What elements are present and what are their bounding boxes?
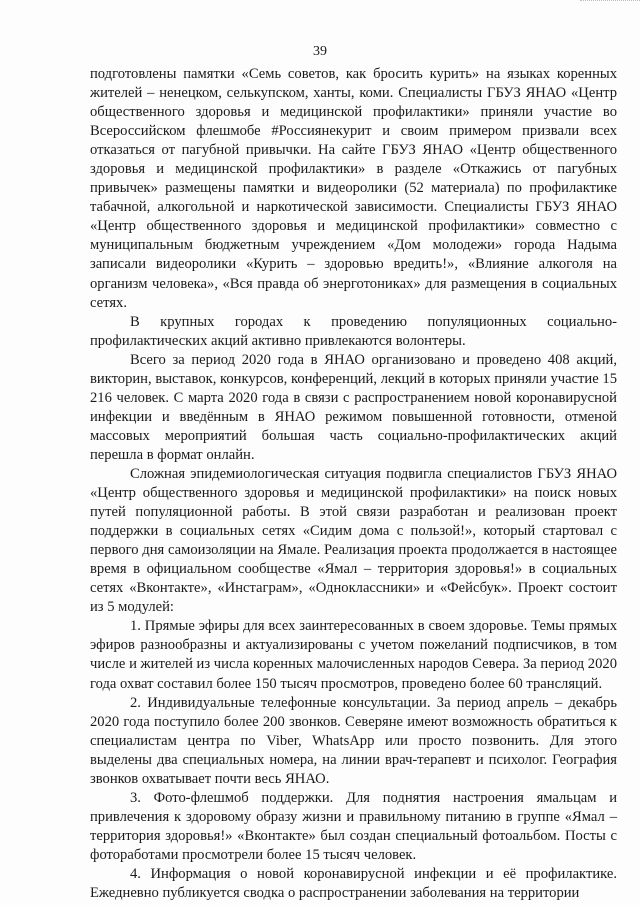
list-item-paragraph: 4. Информация о новой коронавирусной инфекции и её профилактике. Ежедневно публикуется сводка о распространении заболевания на территории: [90, 865, 617, 902]
list-item-paragraph: 1. Прямые эфиры для всех заинтересованных в своем здоровье. Темы прямых эфиров разнообразны и актуализированы с учетом пожеланий подписчиков, в том числе и жителей из числа коренных малочисленных народов Севера. За период 2020 года охват составил более 150 тысяч просмотров, проведено более 60 трансляций.: [90, 618, 617, 692]
list-item-paragraph: 3. Фото-флешмоб поддержки. Для поднятия настроения ямальцам и привлечения к здоровому образу жизни и правильному питанию в группе «Ямал – территория здоровья!» «Вконтакте» был создан специальный фотоальбом. Посты с фотоработами просмотрели более 15 тысяч человек.: [90, 789, 617, 863]
paragraph: подготовлены памятки «Семь советов, как бросить курить» на языках коренных жителей – ненецком, селькупском, ханты, коми. Специалисты ГБУЗ ЯНАО «Центр общественного здоровья и медицинской профилактики» приняли участие во Всероссийском флешмобе #Россиянекурит и своим примером призвали всех отказаться от пагубной привычки. На сайте ГБУЗ ЯНАО «Центр общественного здоровья и медицинской профилактики» в разделе «Откажись от пагубных привычек» размещены памятки и видеоролики (52 материала) по профилактике табачной, алкогольной и наркотической зависимости. Специалисты ГБУЗ ЯНАО «Центр общественного здоровья и медицинской профилактики» совместно с муниципальным бюджетным учреждением «Дом молодежи» города Надыма записали видеоролики «Курить – здоровью вредить!», «Влияние алкоголя на организм человека», «Вся правда об энерготониках» для размещения в социальных сетях.: [90, 66, 617, 311]
page-number: 39: [313, 44, 327, 59]
paragraph: Всего за период 2020 года в ЯНАО организовано и проведено 408 акций, викторин, выставок, конкурсов, конференций, лекций в которых приняли участие 15 216 человек. С марта 2020 года в связи с распространением новой коронавирусной инфекции и введённым в ЯНАО режимом повышенной готовности, отменой массовых мероприятий большая часть социально-профилактических акций перешла в формат онлайн.: [90, 351, 617, 463]
scan-edge-mark: [580, 0, 640, 5]
body-text: [90, 65, 617, 903]
paragraph: В крупных городах к проведению популяционных социально-профилактических акций активно привлекаются волонтеры.: [90, 313, 617, 349]
paragraph: Сложная эпидемиологическая ситуация подвигла специалистов ГБУЗ ЯНАО «Центр общественного здоровья и медицинской профилактики» на поиск новых путей популяционной работы. В этой связи разработан и реализован проект поддержки в социальных сетях «Сидим дома с пользой!», который стартовал с первого дня самоизоляции на Ямале. Реализация проекта продолжается в настоящее время в официальном сообществе «Ямал – территория здоровья!» в социальных сетях «Вконтакте», «Инстаграм», «Одноклассники» и «Фейсбук». Проект состоит из 5 модулей:: [90, 465, 617, 616]
list-item-paragraph: 2. Индивидуальные телефонные консультации. За период апрель – декабрь 2020 года поступило более 200 звонков. Северяне имеют возможность обратиться к специалистам центра по Viber, WhatsApp или просто позвонить. Для этого выделены два специальных номера, на линии врач-терапевт и психолог. География звонков охватывает почти весь ЯНАО.: [90, 694, 617, 787]
